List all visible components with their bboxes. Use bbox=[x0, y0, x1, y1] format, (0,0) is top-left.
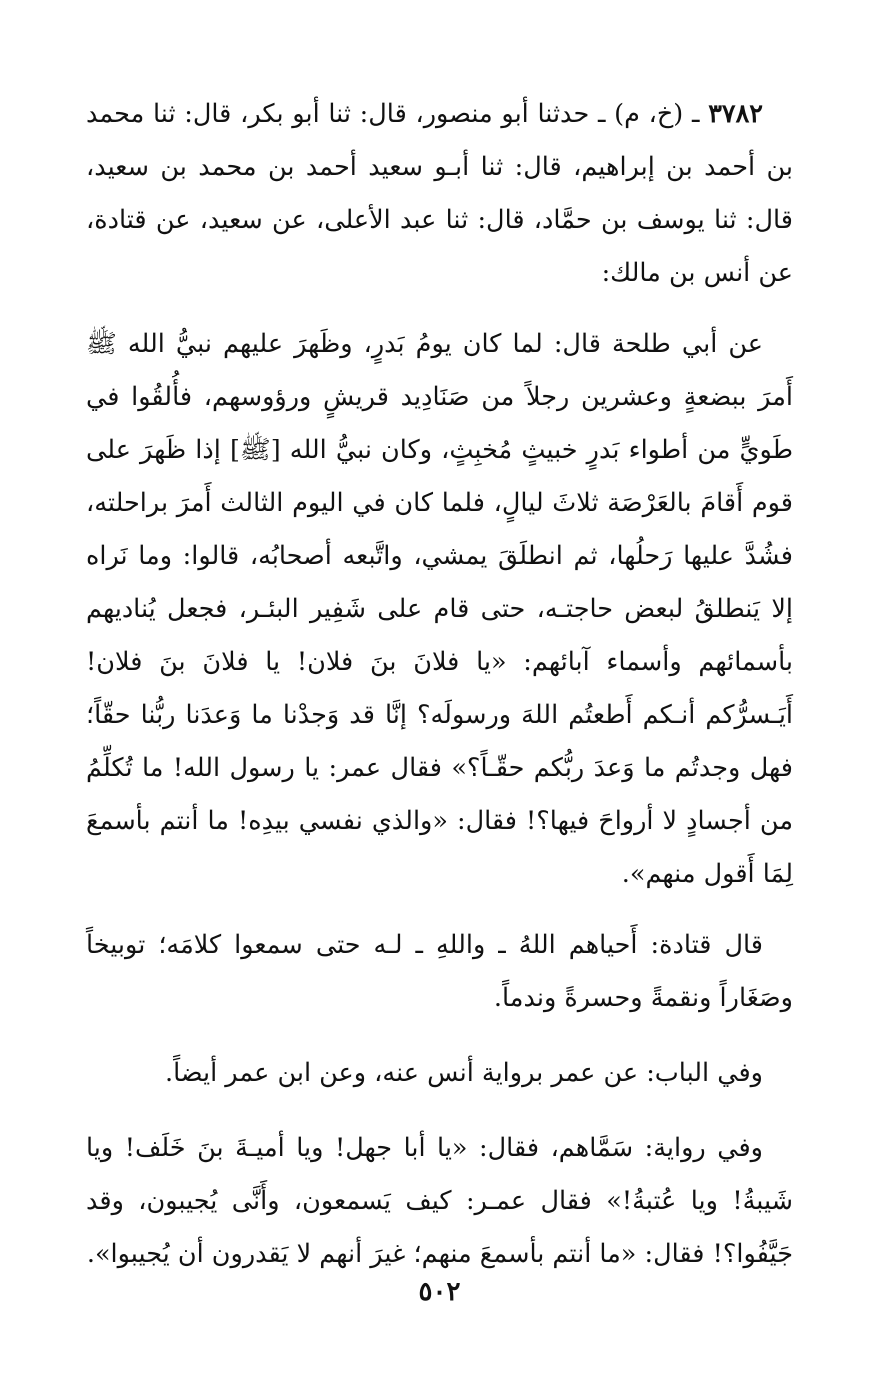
hadith-number: ٣٧٨٢ bbox=[708, 99, 763, 129]
isnad-text: ـ (خ، م) ـ حدثنا أبو منصور، قال: ثنا أبو بكر، قال: ثنا محمد بن أحمد بن إبراهيم، قال: ثنا أبـو سعيد أحمد بن محمد بن سعيد، قال: ثنا يوسف بن حمَّاد، قال: ثنا عبد الأعلى، عن سعيد، عن قتادة، عن أنس بن مالك: bbox=[86, 99, 793, 288]
page-number: ٥٠٢ bbox=[418, 1277, 461, 1307]
isnad-paragraph bbox=[86, 88, 793, 300]
qatada-paragraph: قال قتادة: أَحياهم اللهُ ـ واللهِ ـ لـه حتى سمعوا كلامَه؛ توبيخاً وصَغَاراً ونقمةً وحسرةً وندماً. bbox=[86, 930, 793, 1013]
matn-paragraph: عن أبي طلحة قال: لما كان يومُ بَدرٍ، وظَهرَ عليهم نبيُّ الله ﷺ أَمرَ ببضعةٍ وعشرين رجلاً من صَنَادِيد قريشٍ ورؤوسهم، فأُلقُوا في طَويٍّ من أطواء بَدرٍ خبيثٍ مُخبِثٍ، وكان نبيُّ الله [ﷺ] إذا ظَهرَ على قوم أَقامَ بالعَرْصَة ثلاثَ ليالٍ، فلما كان في اليوم الثالث أَمرَ براحلته، فشُدَّ عليها رَحلُها، ثم انطلَقَ يمشي، واتَّبعه أصحابُه، قالوا: وما نَراه إلا يَنطلقُ لبعض حاجتـه، حتى قام على شَفِير البئـر، فجعل يُناديهم بأسمائهم وأسماء آبائهم: «يا فلانَ بنَ فلان! يا فلانَ بنَ فلان! أَيَـسرُّكم أنـكم أَطعتُم اللهَ ورسولَه؟ إنَّا قد وَجدْنا ما وَعدَنا ربُّنا حقّاً؛ فهل وجدتُم ما وَعدَ ربُّكم حقّـاً؟» فقال عمر: يا رسول الله! ما تُكلِّمُ من أجسادٍ لا أرواحَ فيها؟! فقال: «والذي نفسي بيدِه! ما أنتم بأسمعَ لِمَا أَقول منهم». bbox=[86, 329, 793, 889]
page-body bbox=[86, 88, 793, 1281]
bab-paragraph: وفي الباب: عن عمر برواية أنس عنه، وعن ابن عمر أيضاً. bbox=[165, 1058, 763, 1088]
riwaya-paragraph: وفي رواية: سَمَّاهم، فقال: «يا أبا جهل! ويا أميـةَ بنَ خَلَف! ويا شَيبةُ! ويا عُتبةُ!» فقال عمـر: كيف يَسمعون، وأَنَّى يُجيبون، وقد جَيَّفُوا؟! فقال: «ما أنتم بأسمعَ منهم؛ غيرَ أنهم لا يَقدرون أن يُجيبوا». bbox=[86, 1133, 793, 1269]
